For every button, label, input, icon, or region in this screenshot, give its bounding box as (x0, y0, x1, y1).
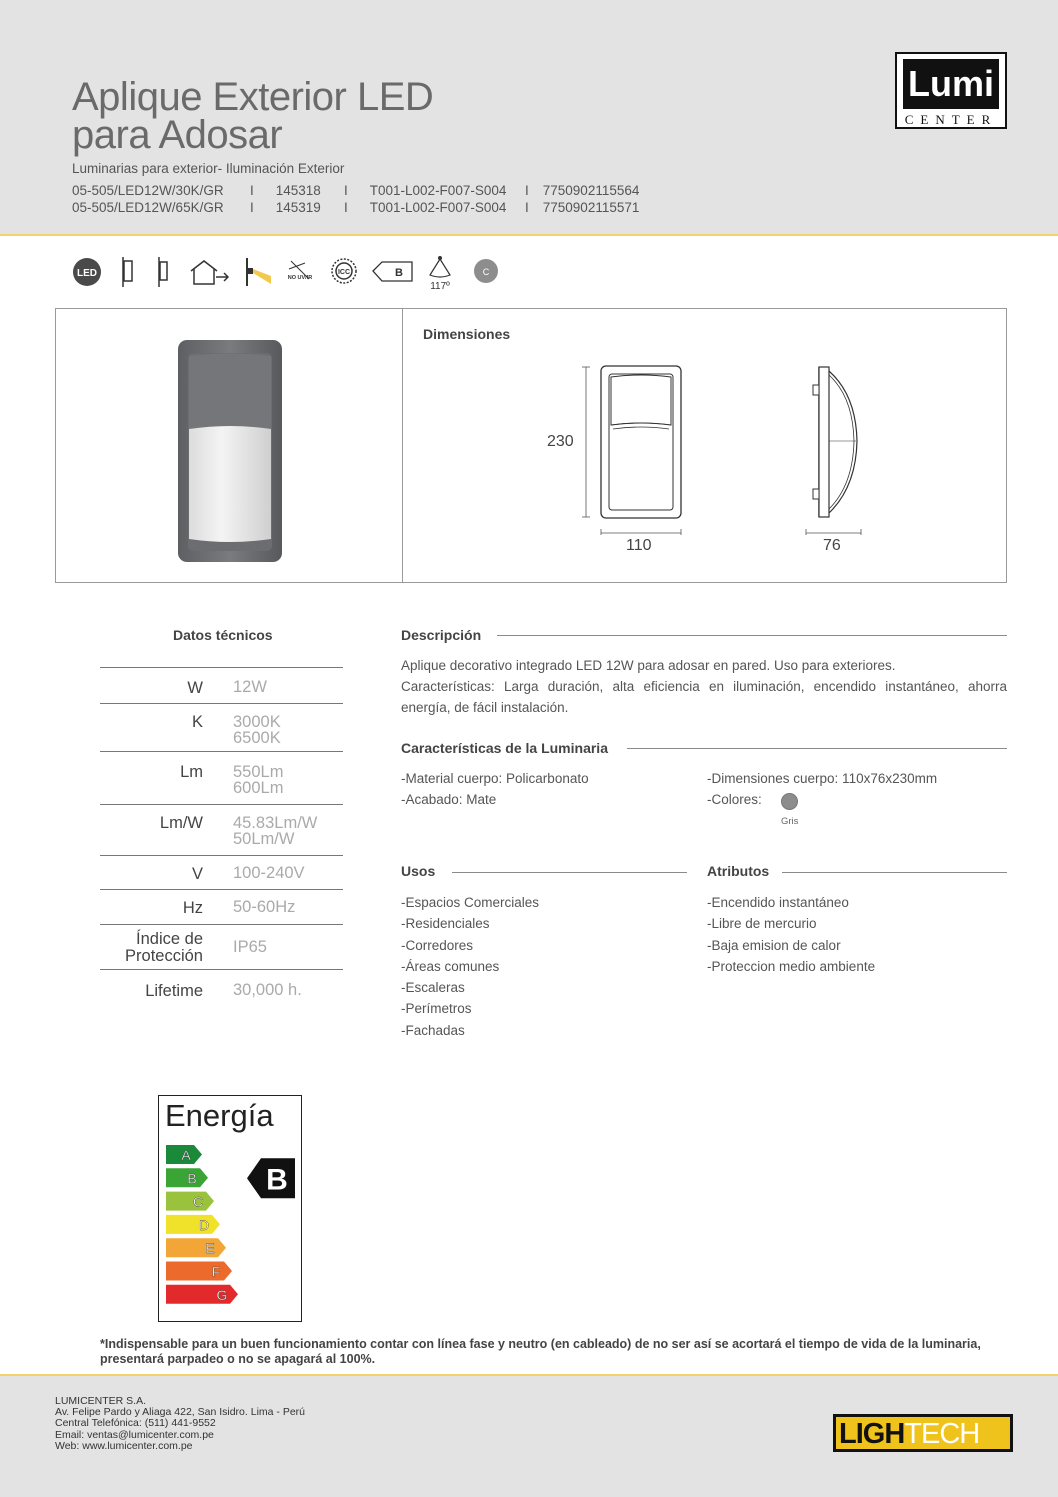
separator: I (344, 200, 348, 215)
energy-class-badge-icon (372, 260, 414, 289)
atributos-rule (782, 872, 1007, 873)
tech-row (100, 889, 343, 924)
list-item: -Áreas comunes (401, 958, 500, 974)
list-item: -Perímetros (401, 1001, 472, 1017)
note-line: presentará parpadeo o no se apagará al 100%. (100, 1352, 376, 1366)
note-line: *Indispensable para un buen funcionamiento contar con línea fase y neutro (en cableado) de no ser así se acortará el tiempo de vida de la luminaria, (100, 1337, 981, 1351)
height-dimension: 230 (547, 433, 574, 450)
energy-scale (159, 1141, 301, 1321)
atributos-list (707, 892, 875, 977)
code-row (72, 200, 715, 217)
description-text (401, 655, 1007, 718)
tech-key: Lm/W (159, 814, 203, 832)
separator: I (344, 183, 348, 198)
no-uv-ir-icon (285, 257, 315, 292)
description-line: Características: Larga duración, alta eficiencia en iluminación, encendido instantáneo, ahorra (401, 679, 1007, 694)
tech-key: Lm (180, 763, 203, 781)
tech-key: V (191, 865, 203, 883)
lightech-logo (833, 1414, 1013, 1452)
energy-title: Energía (165, 1098, 274, 1133)
tech-value: IP65 (233, 938, 267, 956)
model-code: 05-505/LED12W/30K/GR (72, 183, 224, 198)
company-web[interactable]: Web: www.lumicenter.com.pe (55, 1439, 193, 1452)
color-swatch-gray (781, 793, 798, 810)
width-dimension: 110 (626, 537, 652, 554)
company-email[interactable]: Email: ventas@lumicenter.com.pe (55, 1428, 214, 1441)
side-view-drawing (801, 365, 871, 540)
list-item: -Residenciales (401, 916, 490, 932)
energy-class-bar (166, 1215, 220, 1234)
svg-text:117º: 117º (430, 281, 450, 291)
tech-value: 6500K (233, 729, 281, 747)
list-item: -Fachadas (401, 1022, 465, 1038)
title-line-2: para Adosar (72, 113, 283, 157)
feature-finish: -Acabado: Mate (401, 792, 497, 807)
logo-bottom-text: CENTER (904, 112, 998, 127)
sku-code: 145318 (275, 183, 321, 198)
energy-rating-label: B (266, 1163, 288, 1197)
ref-code: T001-L002-F007-S004 (369, 200, 507, 215)
lightech-part-a: LIGH (839, 1418, 905, 1450)
tech-value: 600Lm (233, 779, 284, 797)
tech-value: 30,000 h. (233, 981, 302, 999)
depth-dimension: 76 (823, 537, 841, 554)
tech-key: K (191, 713, 203, 731)
product-box (55, 308, 1007, 583)
sku-code: 145319 (275, 200, 321, 215)
usos-title: Usos (401, 863, 436, 879)
code-row (72, 183, 715, 200)
model-code: 05-505/LED12W/65K/GR (72, 200, 224, 215)
lightech-wordmark (839, 1418, 980, 1450)
beam-angle-icon (424, 255, 456, 296)
lightech-part-b: TECH (904, 1418, 980, 1450)
list-item: -Espacios Comerciales (401, 895, 540, 910)
wall-mount-icon (120, 256, 136, 293)
list-item: -Escaleras (401, 980, 465, 996)
atributos-title: Atributos (707, 863, 770, 879)
icc-icon (329, 256, 359, 293)
product-image (176, 339, 284, 568)
lumicenter-logo (895, 52, 1007, 129)
light-beam-icon (244, 256, 274, 293)
tech-row (100, 855, 343, 889)
separator: I (525, 183, 529, 198)
company-name: LUMICENTER S.A. (55, 1395, 147, 1407)
energy-class-label: E (205, 1240, 215, 1257)
feature-material: -Material cuerpo: Policarbonato (401, 771, 589, 786)
usos-list (401, 892, 539, 1041)
logo-top-text: Lumi (903, 59, 999, 109)
ean-code: 7750902115571 (542, 200, 640, 215)
company-info (55, 1396, 305, 1452)
features-title: Características de la Luminaria (401, 740, 608, 756)
energy-class-label: G (216, 1286, 228, 1303)
tech-row (100, 751, 343, 804)
feature-dimensions: -Dimensiones cuerpo: 110x76x230mm (707, 771, 938, 786)
tech-key: Índice de (136, 930, 203, 948)
list-item: -Encendido instantáneo (707, 895, 849, 910)
tech-key: W (187, 679, 203, 697)
description-line: energía, de fácil instalación. (401, 700, 569, 715)
page-title (72, 75, 592, 157)
led-icon (72, 257, 102, 292)
title-line-1: Aplique Exterior LED (72, 75, 434, 119)
cert-c-icon (473, 258, 499, 289)
separator: I (525, 200, 529, 215)
tech-data-title: Datos técnicos (173, 627, 273, 643)
tech-row (100, 804, 343, 855)
svg-text:ICC: ICC (337, 269, 351, 276)
description-line: Aplique decorativo integrado LED 12W para adosar en pared. Uso para exteriores. (401, 658, 896, 673)
box-divider (402, 309, 403, 582)
separator: I (250, 200, 254, 215)
tech-value: 50Lm/W (233, 830, 295, 848)
energy-class-bar (166, 1238, 226, 1257)
energy-class-label: F (211, 1263, 221, 1280)
ref-code: T001-L002-F007-S004 (369, 183, 507, 198)
energy-class-bar (166, 1262, 232, 1281)
energy-class-bar (166, 1192, 214, 1211)
tech-row (100, 703, 343, 751)
usos-rule (452, 872, 687, 873)
tech-value: 50-60Hz (233, 898, 296, 916)
tech-key: Hz (182, 899, 203, 917)
dimensions-title: Dimensiones (423, 326, 511, 342)
tech-value: 550Lm (233, 763, 284, 781)
energy-class-label: C (192, 1193, 204, 1210)
description-rule (497, 635, 1007, 636)
front-view-drawing (581, 365, 691, 540)
tech-key: Protección (125, 947, 203, 965)
installation-note (100, 1337, 1000, 1367)
ean-code: 7750902115564 (542, 183, 640, 198)
tech-row (100, 667, 343, 703)
tech-value: 45.83Lm/W (233, 814, 318, 832)
description-title: Descripción (401, 627, 482, 643)
tech-key: Lifetime (145, 982, 203, 1000)
svg-text:NO UV/IR: NO UV/IR (287, 275, 313, 281)
surface-mount-icon (156, 256, 172, 293)
energy-class-label: A (181, 1147, 191, 1163)
list-item: -Libre de mercurio (707, 916, 817, 932)
outdoor-house-icon (188, 257, 234, 292)
tech-value: 100-240V (233, 864, 305, 882)
tech-value: 12W (233, 678, 267, 696)
svg-text:LED: LED (77, 268, 97, 279)
energy-class-label: D (198, 1216, 210, 1233)
list-item: -Corredores (401, 937, 474, 953)
energy-class-label: B (187, 1170, 197, 1187)
footer (0, 1374, 1058, 1497)
svg-text:B: B (395, 267, 403, 279)
tech-row (100, 969, 343, 1003)
header (0, 0, 1058, 236)
product-codes (72, 183, 715, 217)
subtitle: Luminarias para exterior- Iluminación Exterior (72, 161, 345, 176)
separator: I (250, 183, 254, 198)
svg-text:C: C (482, 267, 490, 277)
feature-colors-label: -Colores: (707, 792, 762, 807)
tech-value: 3000K (233, 713, 281, 731)
tech-row (100, 924, 343, 969)
features-rule (627, 748, 1007, 749)
color-swatch-label: Gris (781, 816, 799, 827)
company-phone: Central Telefónica: (511) 441-9552 (55, 1417, 216, 1430)
list-item: -Proteccion medio ambiente (707, 958, 876, 974)
list-item: -Baja emision de calor (707, 937, 841, 953)
energy-label (158, 1095, 302, 1322)
company-address: Av. Felipe Pardo y Aliaga 422, San Isidro. Lima - Perú (55, 1406, 305, 1419)
